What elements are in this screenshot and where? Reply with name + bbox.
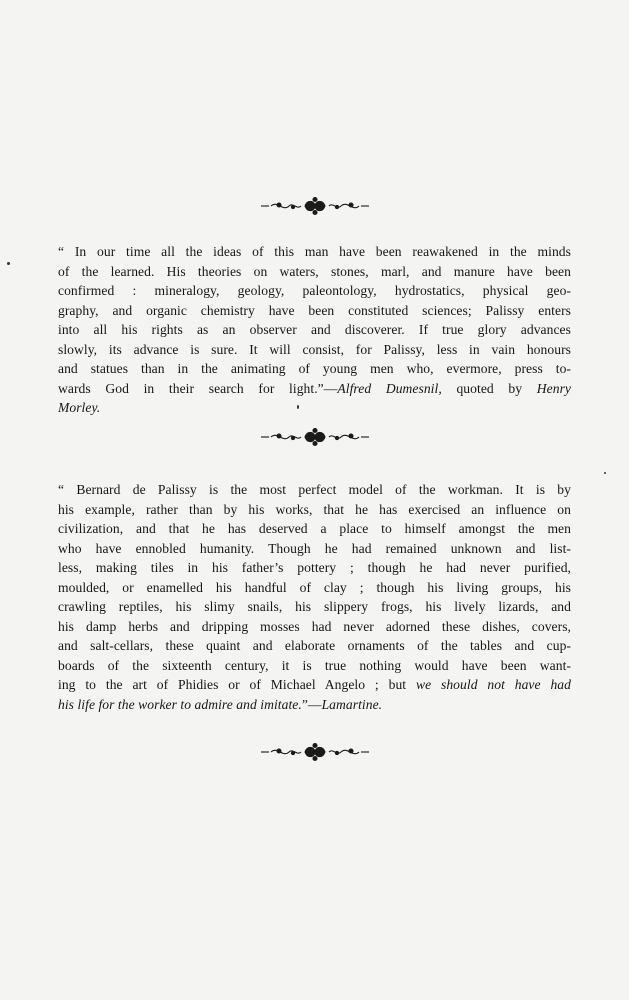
ornament-divider-bottom [0, 742, 629, 762]
text-line: crawling reptiles, his slimy snails, his slippery frogs, his lively lizards, and [58, 599, 571, 615]
ornament-divider-icon [259, 196, 371, 216]
text-line: boards of the sixteenth century, it is true nothing would have been want- [58, 657, 571, 673]
text-line: his example, rather than by his works, that he has exercised an influence on [58, 501, 571, 517]
ornament-divider-middle [0, 427, 629, 447]
text-line: of the learned. His theories on waters, stones, marl, and manure have been [58, 263, 571, 279]
quote-dumesnil-text [58, 242, 571, 418]
text-line: moulded, or enamelled his handful of clay ; though his living groups, his [58, 579, 571, 595]
text-line-attribution [58, 379, 571, 399]
text-fragment: quoted by [441, 380, 537, 396]
text-line: slowly, its advance is sure. It will consist, for Palissy, less in vain honours [58, 341, 571, 357]
paper-speck [7, 262, 10, 265]
text-line: and salt-cellars, these quaint and elaborate ornaments of the tables and cup- [58, 638, 571, 654]
ornament-divider-top [0, 196, 629, 216]
text-line: civilization, and that he has deserved a place to himself amongst the men [58, 521, 571, 537]
quote-lamartine [58, 480, 571, 715]
author-name: Lamartine. [321, 697, 383, 713]
text-line: graphy, and organic chemistry have been constituted sciences; Palissy enters [58, 302, 571, 318]
text-line: into all his rights as an observer and discoverer. If true glory advances [58, 322, 571, 338]
quote-lamartine-text [58, 480, 571, 715]
italic-fragment: we should not have had [415, 677, 571, 693]
text-fragment: ”— [301, 697, 322, 713]
text-line: confirmed : mineralogy, geology, paleontology, hydrostatics, physical geo- [58, 283, 571, 299]
author-name: Alfred Dumesnil, [337, 380, 442, 396]
text-line: and statues than in the animating of young men who, evermore, press to- [58, 361, 571, 377]
editor-name: Henry [536, 380, 571, 396]
quote-dumesnil [58, 242, 571, 418]
text-line: his damp herbs and dripping mosses had never adorned these dishes, covers, [58, 618, 571, 634]
ornament-divider-icon [259, 427, 371, 447]
text-line-mixed [58, 675, 571, 695]
text-line-attribution [58, 695, 571, 715]
ornament-divider-icon [259, 742, 371, 762]
text-line: “ Bernard de Palissy is the most perfect model of the workman. It is by [58, 482, 571, 497]
editor-name-continued: Morley. [58, 400, 101, 416]
paper-speck [604, 472, 606, 474]
text-line: who have ennobled humanity. Though he had remained unknown and list- [58, 540, 571, 556]
italic-fragment: his life for the worker to admire and imitate. [58, 697, 302, 713]
text-line: less, making tiles in his father’s pottery ; though he had never purified, [58, 560, 571, 576]
paper-speck [297, 405, 299, 409]
text-fragment: ing to the art of Phidies or of Michael Angelo ; but [58, 677, 416, 693]
text-line: “ In our time all the ideas of this man have been reawakened in the minds [58, 244, 571, 259]
text-fragment: wards God in their search for light.”— [58, 380, 338, 396]
